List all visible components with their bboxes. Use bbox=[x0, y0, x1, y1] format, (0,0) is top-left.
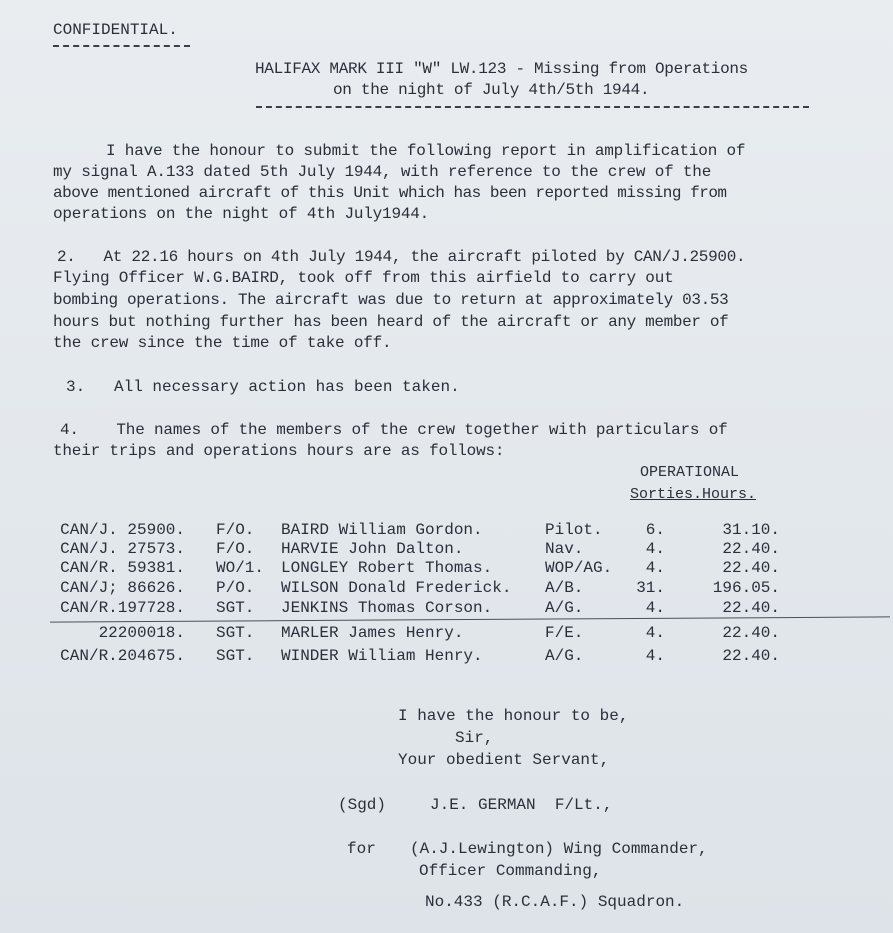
crew-name: JENKINS Thomas Corson. bbox=[281, 599, 493, 617]
table-header-operational: OPERATIONAL bbox=[640, 464, 740, 481]
hours: 196.05. bbox=[712, 579, 780, 597]
table-row bbox=[0, 558, 893, 578]
hours: 22.40. bbox=[722, 540, 780, 558]
hours: 22.40. bbox=[722, 599, 780, 617]
role: Nav. bbox=[545, 540, 584, 558]
hours: 22.40. bbox=[722, 647, 780, 665]
for-label: for bbox=[347, 840, 376, 858]
sorties: 4. bbox=[645, 559, 665, 577]
rank: F/O. bbox=[216, 521, 255, 539]
role: A/B. bbox=[545, 579, 584, 597]
sorties: 6. bbox=[645, 521, 665, 539]
table-row bbox=[0, 598, 893, 618]
table-row bbox=[0, 623, 893, 643]
sorties: 4. bbox=[645, 624, 665, 642]
sorties: 4. bbox=[645, 540, 665, 558]
table-row bbox=[0, 578, 893, 598]
sorties: 4. bbox=[645, 599, 665, 617]
paragraph-4-line: 4. The names of the members of the crew together with particulars of bbox=[60, 421, 728, 439]
paragraph-1-line: my signal A.133 dated 5th July 1944, with reference to the crew of the bbox=[53, 163, 712, 181]
paragraph-3: 3. All necessary action has been taken. bbox=[66, 378, 460, 396]
signed-marker: (Sgd) bbox=[338, 796, 387, 814]
rank: SGT. bbox=[216, 624, 255, 642]
closing-line-1: I have the honour to be, bbox=[398, 707, 629, 725]
table-header-sorties-hours: Sorties.Hours. bbox=[630, 486, 757, 503]
paragraph-4-line: their trips and operations hours are as follows: bbox=[53, 442, 505, 460]
service-number: CAN/R.204675. bbox=[60, 647, 185, 665]
crew-name: LONGLEY Robert Thomas. bbox=[281, 559, 493, 577]
classification-underline bbox=[53, 45, 190, 47]
signatory: J.E. GERMAN F/Lt., bbox=[430, 796, 613, 814]
rank: SGT. bbox=[216, 647, 255, 665]
closing-line-2: Sir, bbox=[455, 729, 494, 747]
paragraph-2-line: bombing operations. The aircraft was due to return at approximately 03.53 bbox=[53, 291, 729, 309]
title-underline bbox=[256, 106, 809, 108]
paragraph-1-line: operations on the night of 4th July1944. bbox=[53, 205, 430, 223]
rank: F/O. bbox=[216, 540, 255, 558]
role: F/E. bbox=[545, 624, 584, 642]
service-number: CAN/J. 25900. bbox=[60, 521, 185, 539]
paragraph-1-line: above mentioned aircraft of this Unit which has been reported missing from bbox=[53, 184, 727, 202]
hours: 22.40. bbox=[722, 624, 780, 642]
service-number: CAN/J; 86626. bbox=[60, 579, 185, 597]
title-line-2: on the night of July 4th/5th 1944. bbox=[333, 81, 650, 99]
paragraph-2-line: hours but nothing further has been heard of the aircraft or any member of bbox=[53, 313, 729, 331]
closing-line-3: Your obedient Servant, bbox=[398, 751, 610, 769]
hours: 22.40. bbox=[722, 559, 780, 577]
service-number: 22200018. bbox=[98, 624, 185, 642]
title-line-1: HALIFAX MARK III "W" LW.123 - Missing from Operations bbox=[255, 60, 748, 78]
commander-line: (A.J.Lewington) Wing Commander, bbox=[410, 840, 708, 858]
role: WOP/AG. bbox=[545, 559, 613, 577]
paragraph-1-line: I have the honour to submit the following report in amplification of bbox=[106, 142, 746, 160]
rank: SGT. bbox=[216, 599, 255, 617]
paragraph-2-line: 2. At 22.16 hours on 4th July 1944, the aircraft piloted by CAN/J.25900. bbox=[57, 248, 746, 266]
crew-name: WINDER William Henry. bbox=[281, 647, 483, 665]
service-number: CAN/R.197728. bbox=[60, 599, 185, 617]
paragraph-2-line: Flying Officer W.G.BAIRD, took off from this airfield to carry out bbox=[53, 269, 674, 287]
crew-name: HARVIE John Dalton. bbox=[281, 540, 464, 558]
squadron-line: No.433 (R.C.A.F.) Squadron. bbox=[425, 893, 685, 911]
crew-name: BAIRD William Gordon. bbox=[281, 521, 483, 539]
service-number: CAN/J. 27573. bbox=[60, 540, 185, 558]
paragraph-2-line: the crew since the time of take off. bbox=[53, 334, 392, 352]
role: A/G. bbox=[545, 599, 584, 617]
classification: CONFIDENTIAL. bbox=[53, 21, 178, 39]
role: A/G. bbox=[545, 647, 584, 665]
crew-name: MARLER James Henry. bbox=[281, 624, 464, 642]
table-row bbox=[0, 539, 893, 559]
table-row bbox=[0, 520, 893, 540]
sorties: 4. bbox=[645, 647, 665, 665]
table-row bbox=[0, 646, 893, 666]
crew-name: WILSON Donald Frederick. bbox=[281, 579, 512, 597]
officer-commanding-line: Officer Commanding, bbox=[419, 862, 602, 880]
sorties: 31. bbox=[636, 579, 665, 597]
rank: WO/1. bbox=[216, 559, 265, 577]
rank: P/O. bbox=[216, 579, 255, 597]
service-number: CAN/R. 59381. bbox=[60, 559, 185, 577]
hours: 31.10. bbox=[722, 521, 780, 539]
role: Pilot. bbox=[545, 521, 603, 539]
